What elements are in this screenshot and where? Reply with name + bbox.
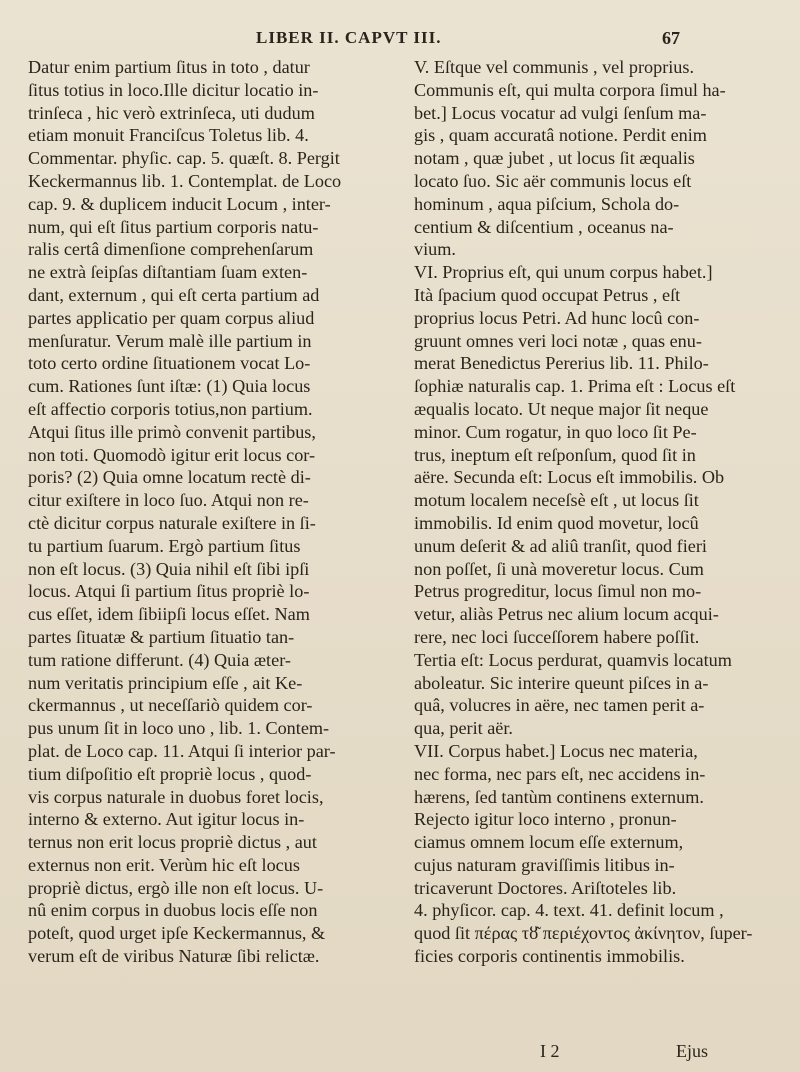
- text-line: hominum , aqua piſcium, Schola do-: [414, 193, 680, 214]
- text-line: toto certo ordine ſituationem vocat Lo-: [28, 353, 311, 374]
- text-line: merat Benedictus Pererius lib. 11. Philo-: [414, 353, 709, 374]
- text-line: bet.] Locus vocatur ad vulgi ſenſum ma-: [414, 102, 707, 123]
- text-line: Rejecto igitur loco interno , pronun-: [414, 809, 677, 830]
- text-line: aëre. Secunda eſt: Locus eſt immobilis. Ob: [414, 467, 725, 488]
- text-line: pus unum ſit in loco uno , lib. 1. Contem-: [28, 718, 330, 739]
- text-line: num veritatis principium eſſe , ait Ke-: [28, 672, 303, 693]
- text-line: gruunt omnes veri loci notæ , quas enu-: [414, 330, 702, 351]
- text-line: locus. Atqui ſi partium ſitus propriè lo-: [28, 581, 310, 602]
- text-line: aboleatur. Sic interire queunt piſces in a-: [414, 672, 709, 693]
- text-line: quod ſit πέρας τȣ͂ περιέχοντος ἀκίνητον, ſuper-: [414, 923, 753, 944]
- text-line: minor. Cum rogatur, in quo loco ſit Pe-: [414, 421, 697, 442]
- text-line: quâ, volucres in aëre, nec tamen perit a-: [414, 695, 705, 716]
- text-line: ckermannus , ut neceſſariò quidem cor-: [28, 695, 313, 716]
- text-line: tricaverunt Doctores. Ariſtoteles lib.: [414, 877, 677, 898]
- text-line: poteſt, quod urget ipſe Keckermannus, &: [28, 923, 326, 944]
- text-line: interno & externo. Aut igitur locus in-: [28, 809, 305, 830]
- page-number: 67: [662, 28, 680, 48]
- text-line: cum. Rationes ſunt iſtæ: (1) Quia locus: [28, 376, 311, 397]
- text-line: verum eſt de viribus Naturæ ſibi relictæ.: [28, 946, 320, 967]
- text-line: Keckermannus lib. 1. Contemplat. de Loco: [28, 170, 342, 191]
- text-line: vetur, aliàs Petrus nec alium locum acqui-: [414, 604, 719, 625]
- text-line: centium & diſcentium , oceanus na-: [414, 216, 674, 237]
- text-line: motum localem neceſsè eſt , ut locus ſit: [414, 490, 699, 511]
- text-line: V. Eſtque vel communis , vel proprius.: [414, 57, 695, 77]
- left-text-column: [28, 56, 371, 968]
- text-line: 4. phyſicor. cap. 4. text. 41. definit locum ,: [414, 900, 724, 921]
- text-line: Datur enim partium ſitus in toto , datur: [28, 57, 310, 77]
- catchword: Ejus: [676, 1041, 709, 1061]
- text-line: dant, externum , qui eſt certa partium ad: [28, 284, 320, 305]
- text-line: poris? (2) Quia omne locatum rectè di-: [28, 467, 311, 488]
- text-line: num, qui eſt ſitus partium corporis natu-: [28, 216, 319, 237]
- text-line: tu partium ſuarum. Ergò partium ſitus: [28, 535, 301, 556]
- text-line: citur exiſtere in loco ſuo. Atqui non re-: [28, 490, 309, 511]
- text-line: æqualis locato. Ut neque major ſit neque: [414, 398, 709, 419]
- text-line: plat. de Loco cap. 11. Atqui ſi interior par-: [28, 740, 336, 761]
- text-line: qua, perit aër.: [414, 718, 513, 739]
- text-line: hærens, ſed tantùm continens externum.: [414, 786, 704, 807]
- text-line: ſophiæ naturalis cap. 1. Prima eſt : Locus eſt: [414, 376, 736, 397]
- text-line: Ità ſpacium quod occupat Petrus , eſt: [414, 284, 681, 305]
- text-line: ne extrà ſeipſas diſtantiam ſuam exten-: [28, 262, 308, 283]
- text-line: Petrus progreditur, locus ſimul non mo-: [414, 581, 702, 602]
- text-line: Tertia eſt: Locus perdurat, quamvis locatum: [414, 649, 732, 670]
- text-line: notam , quæ jubet , ut locus ſit æqualis: [414, 148, 695, 169]
- text-line: partes applicatio per quam corpus aliud: [28, 307, 315, 328]
- text-line: cujus naturam graviſſimis litibus in-: [414, 854, 675, 875]
- text-line: non toti. Quomodò igitur erit locus cor-: [28, 444, 316, 465]
- text-line: unum deſerit & ad aliû tranſit, quod fieri: [414, 535, 707, 556]
- text-line: Atqui ſitus ille primò convenit partibus,: [28, 421, 316, 442]
- text-line: nec forma, nec pars eſt, nec accidens in-: [414, 763, 706, 784]
- text-line: Commentar. phyſic. cap. 5. quæſt. 8. Pergit: [28, 148, 340, 169]
- text-line: cus eſſet, idem ſibiipſi locus eſſet. Nam: [28, 604, 310, 625]
- text-line: gis , quam accuratâ notione. Perdit enim: [414, 125, 707, 146]
- signature-mark: I 2: [540, 1041, 560, 1061]
- text-line: VI. Proprius eſt, qui unum corpus habet.]: [414, 262, 713, 283]
- text-line: immobilis. Id enim quod movetur, locû: [414, 512, 699, 533]
- running-title: LIBER II. CAPVT III.: [256, 28, 442, 47]
- text-line: proprius locus Petri. Ad hunc locû con-: [414, 307, 700, 328]
- text-line: eſt affectio corporis totius,non partium.: [28, 398, 313, 419]
- text-line: etiam monuit Franciſcus Toletus lib. 4.: [28, 125, 309, 146]
- text-line: ctè dicitur corpus naturale exiſtere in ſi-: [28, 512, 316, 533]
- right-text-column: [414, 56, 782, 968]
- text-line: ciamus omnem locum eſſe externum,: [414, 832, 684, 853]
- text-line: vium.: [414, 239, 456, 260]
- text-line: trus, ineptum eſt reſponſum, quod ſit in: [414, 444, 696, 465]
- text-line: ralis certâ dimenſione comprehenſarum: [28, 239, 314, 260]
- text-line: ſitus totius in loco.Ille dicitur locatio in-: [28, 79, 319, 100]
- text-line: locato ſuo. Sic aër communis locus eſt: [414, 170, 692, 191]
- text-line: vis corpus naturale in duobus foret locis,: [28, 786, 324, 807]
- text-line: non poſſet, ſi unà moveretur locus. Cum: [414, 558, 704, 579]
- text-line: nû enim corpus in duobus locis eſſe non: [28, 900, 318, 921]
- text-line: partes ſituatæ & partium ſituatio tan-: [28, 626, 295, 647]
- text-line: menſuratur. Verum malè ille partium in: [28, 330, 312, 351]
- text-line: cap. 9. & duplicem inducit Locum , inter-: [28, 193, 331, 214]
- text-line: ternus non erit locus propriè dictus , aut: [28, 832, 317, 853]
- text-line: tum ratione differunt. (4) Quia æter-: [28, 649, 291, 670]
- text-line: tium diſpoſitio eſt propriè locus , quod-: [28, 763, 312, 784]
- text-line: trinſeca , hic verò extrinſeca, uti dudum: [28, 102, 315, 123]
- text-line: propriè dictus, ergò ille non eſt locus. U-: [28, 877, 324, 898]
- text-line: externus non erit. Verùm hic eſt locus: [28, 854, 300, 875]
- text-line: rere, nec loci ſucceſſorem habere poſſit.: [414, 626, 700, 647]
- page-header: [0, 8, 800, 48]
- text-line: Communis eſt, qui multa corpora ſimul ha-: [414, 79, 726, 100]
- text-line: non eſt locus. (3) Quia nihil eſt ſibi ipſi: [28, 558, 310, 579]
- text-line: VII. Corpus habet.] Locus nec materia,: [414, 740, 698, 761]
- text-line: ficies corporis continentis immobilis.: [414, 946, 685, 967]
